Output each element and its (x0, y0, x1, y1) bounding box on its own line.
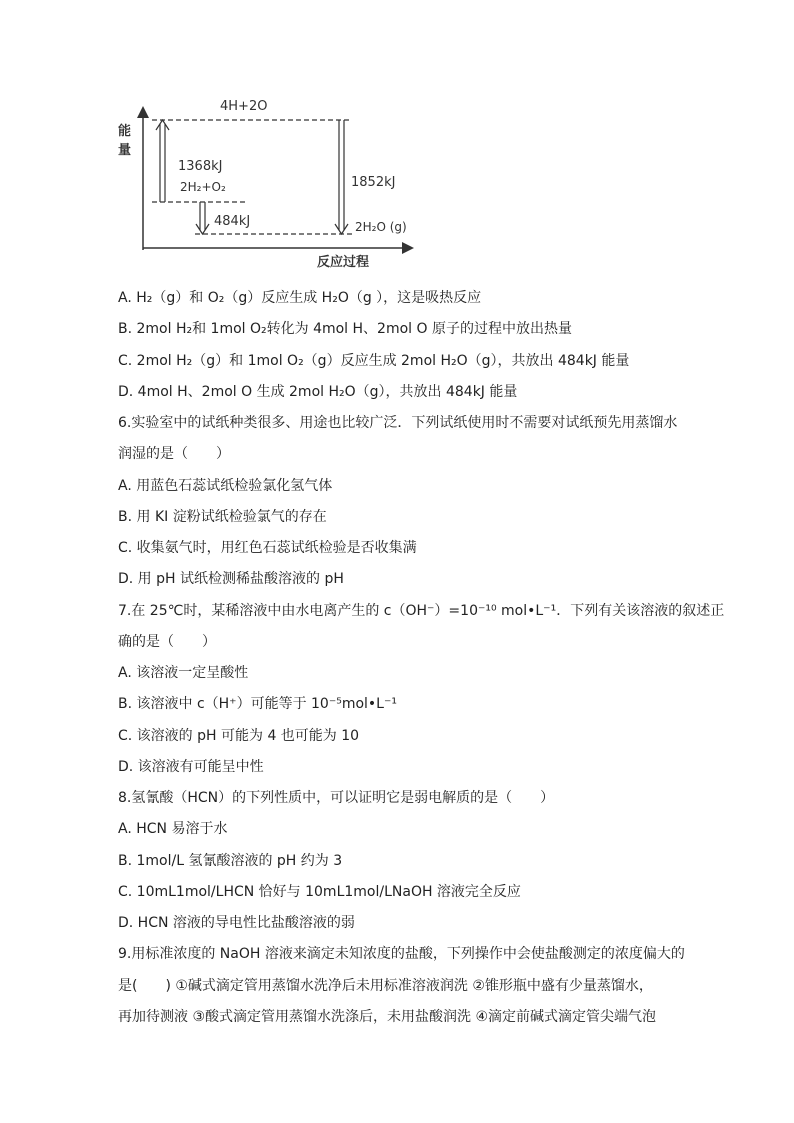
q7-option-d: D. 该溶液有可能呈中性 (118, 759, 264, 775)
q5-option-a: A. H₂（g）和 O₂（g）反应生成 H₂O（g ），这是吸热反应 (118, 290, 482, 306)
q5-option-d: D. 4mol H、2mol O 生成 2mol H₂O（g），共放出 484kJ 能量 (118, 384, 518, 400)
q6-option-c: C. 收集氨气时，用红色石蕊试纸检验是否收集满 (118, 540, 417, 556)
y-axis-label-1: 能 (118, 124, 132, 139)
release-small-energy-label: 484kJ (214, 214, 251, 229)
x-axis-label: 反应过程 (317, 255, 370, 270)
release-large-arrow-head (335, 224, 348, 234)
q5-option-b: B. 2mol H₂和 1mol O₂转化为 4mol H、2mol O 原子的过程中放出热量 (118, 321, 572, 337)
q6-option-b: B. 用 KI 淀粉试纸检验氯气的存在 (118, 509, 327, 525)
q8-option-d: D. HCN 溶液的导电性比盐酸溶液的弱 (118, 915, 355, 931)
y-axis-label-2: 量 (118, 143, 132, 158)
energy-diagram (110, 90, 440, 275)
product-label: 2H₂O (g) (355, 220, 407, 234)
top-level-label: 4H+2O (220, 99, 268, 114)
q7-option-c: C. 该溶液的 pH 可能为 4 也可能为 10 (118, 728, 360, 744)
q7-option-a: A. 该溶液一定呈酸性 (118, 665, 249, 681)
q7-stem-line-1: 7.在 25℃时，某稀溶液中由水电离产生的 c（OH⁻）=10⁻¹⁰ mol•L⁻¹．下列有关该溶液的叙述正 (118, 603, 725, 619)
q7-stem-line-2: 确的是（ ） (118, 634, 216, 650)
q6-option-a: A. 用蓝色石蕊试纸检验氯化氢气体 (118, 478, 333, 494)
q5-option-c: C. 2mol H₂（g）和 1mol O₂（g）反应生成 2mol H₂O（g），共放出 484kJ 能量 (118, 353, 630, 369)
q9-stem-line-3: 再加待测液 ③酸式滴定管用蒸馏水洗涤后，未用盐酸润洗 ④滴定前碱式滴定管尖端气泡 (118, 1009, 656, 1025)
q8-option-c: C. 10mL1mol/LHCN 恰好与 10mL1mol/LNaOH 溶液完全反应 (118, 884, 521, 900)
q6-option-d: D. 用 pH 试纸检测稀盐酸溶液的 pH (118, 571, 344, 587)
middle-level-label: 2H₂+O₂ (180, 180, 226, 194)
q6-stem-line-1: 6.实验室中的试纸种类很多、用途也比较广泛．下列试纸使用时不需要对试纸预先用蒸馏水 (118, 415, 678, 431)
absorb-energy-label: 1368kJ (178, 159, 223, 174)
absorb-arrow-head (156, 120, 169, 130)
release-large-energy-label: 1852kJ (351, 175, 396, 190)
q8-stem: 8.氢氰酸（HCN）的下列性质中，可以证明它是弱电解质的是（ ） (118, 790, 555, 806)
q7-option-b: B. 该溶液中 c（H⁺）可能等于 10⁻⁵mol•L⁻¹ (118, 696, 397, 712)
q8-option-a: A. HCN 易溶于水 (118, 821, 228, 837)
q9-stem-line-2: 是( ) ①碱式滴定管用蒸馏水洗净后未用标准溶液润洗 ②锥形瓶中盛有少量蒸馏水， (118, 978, 653, 994)
q6-stem-line-2: 润湿的是（ ） (118, 446, 230, 462)
q9-stem-line-1: 9.用标准浓度的 NaOH 溶液来滴定未知浓度的盐酸，下列操作中会使盐酸测定的浓度偏大的 (118, 946, 685, 962)
release-small-arrow-head (196, 224, 209, 234)
q8-option-b: B. 1mol/L 氢氰酸溶液的 pH 约为 3 (118, 853, 343, 869)
